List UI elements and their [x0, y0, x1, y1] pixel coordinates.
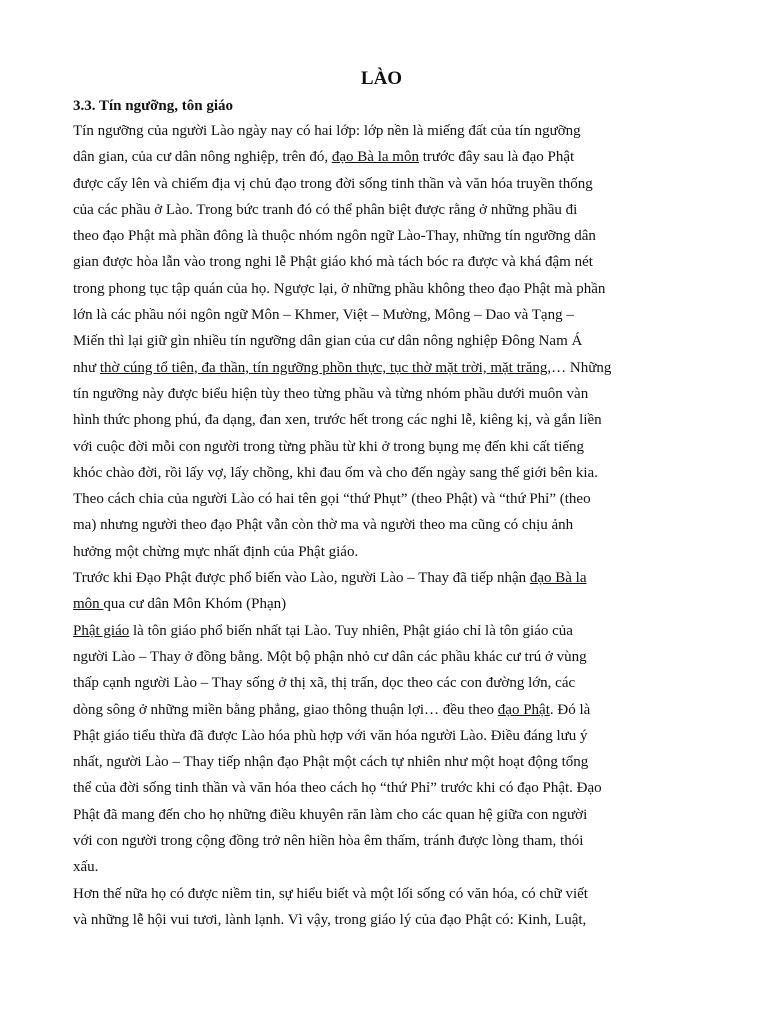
text-line: hưởng một chừng mực nhất định của Phật giáo.: [73, 543, 359, 560]
text-line: dòng sông ở những miền bằng phẳng, giao thông thuận lợi… đều theo đạo Phật. Đó là: [73, 701, 591, 718]
text-line: khóc chào đời, rồi lấy vợ, lấy chồng, khi đau ốm và cho đến ngày sang thế giới bên kia.: [73, 464, 598, 481]
link-buddhism[interactable]: Phật giáo: [73, 622, 130, 639]
text-line: Miến thì lại giữ gìn nhiều tín ngưỡng dân gian của cư dân nông nghiệp Đông Nam Á: [73, 333, 583, 350]
text-line: của các phầu ở Lào. Trong bức tranh đó có thể phân biệt được rằng ở những phầu đi: [73, 201, 578, 218]
text-line: với con người trong cộng đồng trở nên hiền hòa êm thấm, tránh được lòng tham, thói: [73, 833, 584, 850]
text-line: người Lào – Thay ở đồng bằng. Một bộ phận nhỏ cư dân các phầu khác cư trú ở vùng: [73, 648, 587, 665]
paragraph-brahmanism: [73, 565, 618, 618]
text-line: Phật đã mang đến cho họ những điều khuyên răn làm cho các quan hệ giữa con người: [73, 806, 588, 823]
text-line: trong phong tục tập quán của họ. Ngược lại, ở những phầu không theo đạo Phật mà phần: [73, 280, 606, 297]
text-line: tín ngưỡng này được biểu hiện tùy theo từng phầu và từng nhóm phầu dưới muôn vàn: [73, 385, 589, 402]
text-line: gian được hòa lẫn vào trong nghi lễ Phật giáo khó mà tách bóc ra được và khá đậm nét: [73, 254, 593, 271]
text-line: xấu.: [73, 859, 99, 876]
text-line: dân gian, của cư dân nông nghiệp, trên đó, đạo Bà la môn trước đây sau là đạo Phật: [73, 149, 575, 166]
text-line: như thờ cúng tổ tiên, đa thần, tín ngưỡng phồn thực, tục thờ mặt trời, mặt trăng,… Những: [73, 359, 612, 376]
text-line: với cuộc đời mỗi con người trong từng phầu từ khi ở trong bụng mẹ đến khi cất tiếng: [73, 438, 585, 455]
text-line: Phật giáo tiểu thừa đã được Lào hóa phù hợp với văn hóa người Lào. Điều đáng lưu ý: [73, 727, 588, 744]
text-line: môn qua cư dân Môn Khóm (Phạn): [73, 596, 287, 613]
text-line: Tín ngưỡng của người Lào ngày nay có hai lớp: lớp nền là miếng đất của tín ngưỡng: [73, 123, 581, 139]
text-line: lớn là các phầu nói ngôn ngữ Môn – Khmer, Việt – Mường, Mông – Dao và Tạng –: [73, 307, 574, 324]
text-line: hình thức phong phú, đa dạng, đan xen, trước hết trong các nghi lễ, kiêng kị, và gắn liền: [73, 412, 602, 429]
paragraph-beliefs: [73, 118, 618, 565]
text-line: Theo cách chia của người Lào có hai tên gọi “thứ Phụt” (theo Phật) và “thứ Phỉ” (theo: [73, 491, 591, 508]
text-line: Trước khi Đạo Phật được phổ biến vào Lào, người Lào – Thay đã tiếp nhận đạo Bà la: [73, 570, 587, 587]
link-brahmanism-2[interactable]: đạo Bà la: [529, 570, 587, 587]
link-dao-phat[interactable]: đạo Phật: [497, 701, 550, 718]
link-brahmanism-2-cont[interactable]: môn: [73, 596, 104, 613]
text-line: nhất, người Lào – Thay tiếp nhận đạo Phật một cách tự nhiên như một hoạt động tổng: [73, 754, 589, 771]
text-line: Phật giáo là tôn giáo phổ biến nhất tại Lào. Tuy nhiên, Phật giáo chỉ là tôn giáo của: [73, 622, 573, 639]
paragraph-buddhism: [73, 618, 618, 881]
link-brahmanism[interactable]: đạo Bà la môn: [331, 149, 419, 166]
text-line: Hơn thế nữa họ có được niềm tin, sự hiểu biết và một lối sống có văn hóa, có chữ viết: [73, 885, 588, 902]
text-line: theo đạo Phật mà phần đông là thuộc nhóm ngôn ngữ Lào-Thay, những tín ngưỡng dân: [73, 228, 596, 245]
text-line: ma) nhưng người theo đạo Phật vẫn còn thờ ma và người theo ma cũng có chịu ảnh: [73, 517, 574, 534]
link-ancestor-worship[interactable]: thờ cúng tổ tiên, đa thần, tín ngưỡng phồn thực, tục thờ mặt trời, mặt trăng: [99, 359, 548, 376]
text-line: thể của đời sống tinh thần và văn hóa theo cách họ “thứ Phỉ” trước khi có đạo Phật. Đạo: [73, 780, 602, 797]
text-line: và những lễ hội vui tươi, lành lạnh. Vì vậy, trong giáo lý của đạo Phật có: Kinh, Luật,: [73, 911, 587, 928]
text-line: được cấy lên và chiếm địa vị chủ đạo trong đời sống tinh thần và văn hóa truyền thống: [73, 175, 593, 192]
text-line: thấp cạnh người Lào – Thay sống ở thị xã, thị trấn, dọc theo các con đường lớn, các: [73, 675, 576, 692]
section-heading: 3.3. Tín ngưỡng, tôn giáo: [73, 98, 233, 114]
paragraph-culture: [73, 881, 618, 934]
document-title: LÀO: [360, 68, 403, 89]
